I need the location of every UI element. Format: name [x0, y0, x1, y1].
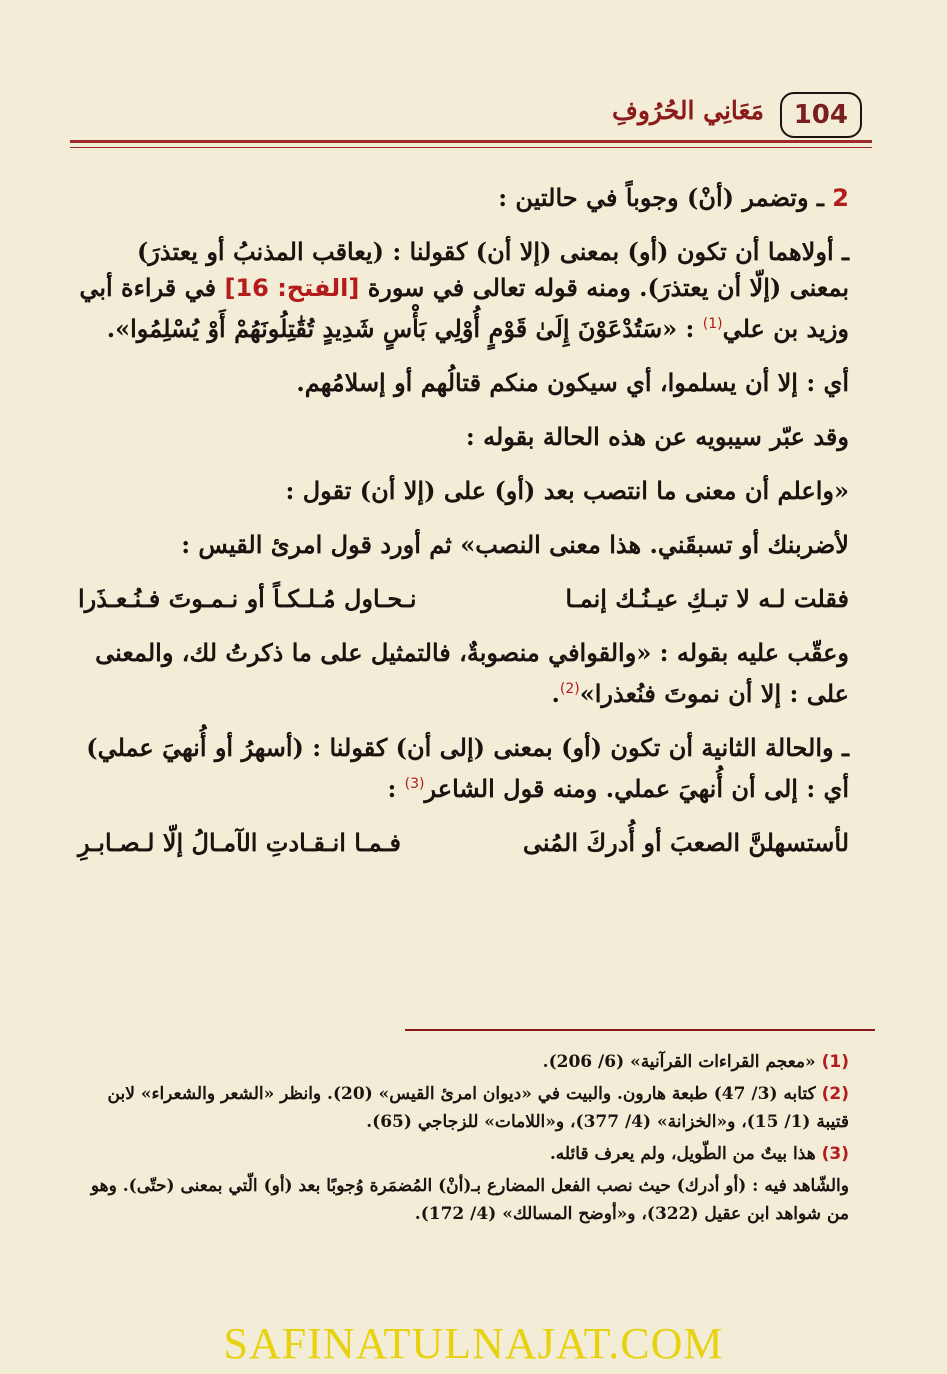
watermark-text: SAFINATULNAJAT.COM [223, 1319, 724, 1368]
verse-second-hemistich: فـمـا انـقـادتِ الآمـالُ إلّا لـصـابـرِ [78, 828, 402, 857]
header-rule-thin [70, 147, 872, 148]
paragraph-2 [78, 234, 849, 347]
paragraph-text: ـ والحالة الثانية أن تكون (أو) بمعنى (إلى أن) كقولنا : (أسهرُ أو أُنهيَ عملي) أي : إلى أن أُنهيَ عملي. ومنه قول الشاعر [86, 733, 849, 803]
footnotes [78, 1048, 849, 1232]
page-header [70, 92, 862, 142]
paragraph-text: ـ أولاهما أن تكون (أو) بمعنى (إلا أن) كقولنا : (يعاقب المذنبُ أو يعتذرَ) بمعنى (إلّا أن يعتذرَ). ومنه قوله تعالى في سورة [136, 237, 849, 302]
footnote-marker: (2) [559, 681, 580, 697]
footnote-item [78, 1048, 849, 1076]
quran-quote: : «سَتُدْعَوْنَ إِلَىٰ قَوْمٍ أُوْلِي بَأْسٍ شَدِيدٍ تُقَٰتِلُونَهُمْ أَوْ يُسْلِمُوا». [106, 314, 703, 343]
poem-verse-1 [78, 581, 849, 617]
verse-first-hemistich: لأستسهلنَّ الصعبَ أو أُدركَ المُنى [522, 828, 849, 857]
paragraph-text: في قراءة أبي وزيد بن علي [79, 273, 849, 343]
paragraph-text: وعقّب عليه بقوله : «والقوافي منصوبةٌ، فالتمثيل على ما ذكرتُ لك، والمعنى على : إلا أن نموتَ فنُعذرا» [95, 638, 849, 708]
paragraph-6: لأضربنك أو تسبقَني. هذا معنى النصب» ثم أورد قول امرئ القيس : [181, 530, 849, 559]
footnote-text: كتابه (3/ 47) طبعة هارون. والبيت في «ديوان امرئ القيس» (20). وانظر «الشعر والشعراء» لابن قتيبة (1/ 15)، و«الخزانة» (4/ 377)، و«اللامات» للزجاجي (65). [107, 1084, 849, 1132]
paragraph-3: أي : إلا أن يسلموا، أي سيكون منكم قتالُهم أو إسلامُهم. [296, 368, 849, 397]
paragraph-4: وقد عبّر سيبويه عن هذه الحالة بقوله : [465, 422, 849, 451]
running-title: مَعَانِي الحُرُوفِ [611, 96, 764, 125]
footnote-item [78, 1140, 849, 1168]
paragraph-1 [78, 180, 849, 216]
paragraph-5: «واعلم أن معنى ما انتصب بعد (أو) على (إلا أن) تقول : [285, 476, 849, 505]
paragraph-text: ـ وتضمر (أنْ) وجوباً في حالتين : [498, 183, 833, 212]
footnote-text: «معجم القراءات القرآنية» (6/ 206). [542, 1052, 822, 1072]
footnote-item [78, 1080, 849, 1136]
footnote-marker: (3) [404, 776, 425, 792]
poem-verse-2 [78, 825, 849, 861]
paragraph-8 [78, 730, 849, 807]
main-text [78, 180, 849, 879]
footnote-number: (2) [821, 1084, 849, 1104]
verse-second-hemistich: نـحـاول مُـلـكـاً أو نـمـوتَ فـنُـعـذَرا [78, 584, 417, 613]
footnote-text: هذا بيتٌ من الطّويل، ولم يعرف قائله. [549, 1144, 822, 1164]
item-number: 2 [832, 184, 849, 212]
quran-reference: [الفتح: 16] [224, 274, 360, 302]
paragraph-7 [78, 635, 849, 712]
paragraph-end: . [551, 679, 560, 708]
verse-first-hemistich: فقلت لـه لا تبـكِ عيـنُـك إنمـا [565, 584, 849, 613]
page-number: 104 [780, 92, 862, 138]
paragraph-end: : [387, 774, 405, 803]
footnote-continuation: والشّاهد فيه : (أو أدرك) حيث نصب الفعل المضارع بـ(أنْ) المُضمَرة وُجوبًا بعد (أو) الّتي بمعنى (حتّى). وهو من شواهد ابن عقيل (322)، و«أوضح المسالك» (4/ 172). [90, 1176, 849, 1224]
footnote-number: (1) [821, 1052, 849, 1072]
footnote-number: (3) [821, 1144, 849, 1164]
footnote-separator [405, 1029, 875, 1031]
footnote-marker: (1) [702, 316, 723, 332]
header-rule [70, 140, 872, 143]
